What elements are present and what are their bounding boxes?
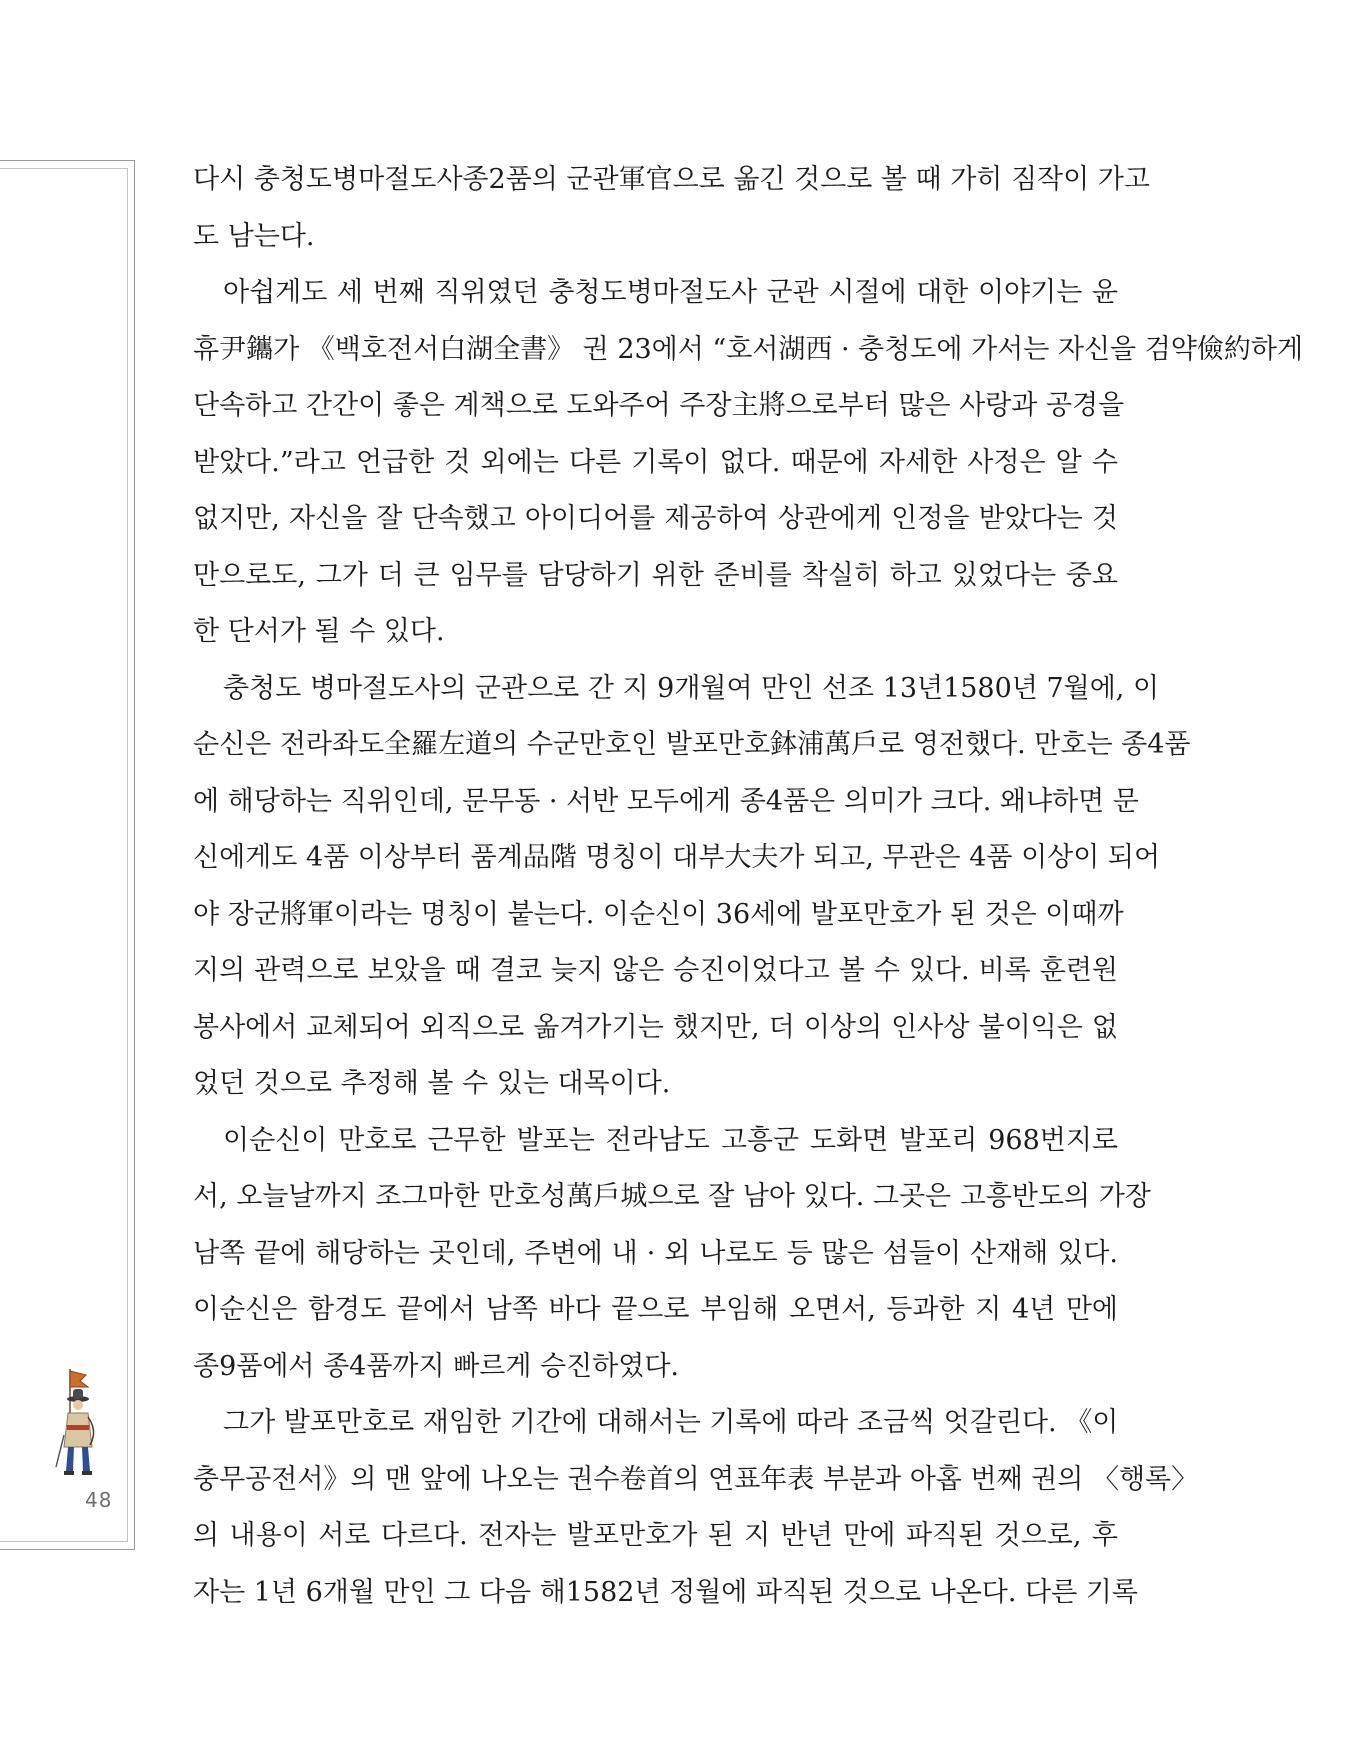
text-line: 자는 1년 6개월 만인 그 다음 해1582년 정월에 파직된 것으로 나온다. 다른 기록 bbox=[193, 1576, 1138, 1608]
text-line: 휴尹鑴가 《백호전서白湖全書》 권 23에서 “호서湖西 · 충청도에 가서는 자신을 검약儉約하게 bbox=[193, 333, 1304, 365]
text-line: 받았다.”라고 언급한 것 외에는 다른 기록이 없다. 때문에 자세한 사정은 알 수 bbox=[193, 446, 1118, 478]
paragraph bbox=[193, 1113, 1151, 1396]
text-line: 순신은 전라좌도全羅左道의 수군만호인 발포만호鉢浦萬戶로 영전했다. 만호는 종4품 bbox=[193, 729, 1191, 760]
text-line: 충청도 병마절도사의 군관으로 간 지 9개월여 만인 선조 13년1580년 7월에, 이 bbox=[223, 672, 1160, 704]
body-text bbox=[193, 152, 1304, 1621]
text-line: 에 해당하는 직위인데, 문무동 · 서반 모두에게 종4품은 의미가 크다. 왜냐하면 문 bbox=[193, 785, 1139, 817]
text-line: 이순신이 만호로 근무한 발포는 전라남도 고흥군 도화면 발포리 968번지로 bbox=[223, 1124, 1118, 1156]
text-line: 신에게도 4품 이상부터 품계品階 명칭이 대부大夫가 되고, 무관은 4품 이상이 되어 bbox=[193, 842, 1161, 873]
text-line: 한 단서가 될 수 있다. bbox=[193, 616, 445, 647]
paragraph bbox=[193, 265, 1304, 661]
text-line: 야 장군將軍이라는 명칭이 붙는다. 이순신이 36세에 발포만호가 된 것은 이때까 bbox=[193, 898, 1124, 930]
paragraph bbox=[193, 1395, 1199, 1621]
text-line: 그가 발포만호로 재임한 기간에 대해서는 기록에 따라 조금씩 엇갈린다. 《이 bbox=[223, 1407, 1119, 1438]
text-line: 지의 관력으로 보았을 때 결코 늦지 않은 승진이었다고 볼 수 있다. 비록 훈련원 bbox=[193, 955, 1118, 986]
text-line: 다시 충청도병마절도사종2품의 군관軍官으로 옮긴 것으로 볼 때 가히 짐작이 가고 bbox=[193, 164, 1150, 195]
paragraph bbox=[193, 661, 1191, 1113]
text-line: 이순신은 함경도 끝에서 남쪽 바다 끝으로 부임해 오면서, 등과한 지 4년 만에 bbox=[193, 1294, 1118, 1325]
text-line: 없지만, 자신을 잘 단속했고 아이디어를 제공하여 상관에게 인정을 받았다는 것 bbox=[193, 503, 1118, 534]
margin-frame-inner bbox=[0, 168, 128, 1542]
text-line: 었던 것으로 추정해 볼 수 있는 대목이다. bbox=[193, 1068, 671, 1099]
text-line: 종9품에서 종4품까지 빠르게 승진하였다. bbox=[193, 1350, 679, 1382]
text-line: 서, 오늘날까지 조그마한 만호성萬戶城으로 잘 남아 있다. 그곳은 고흥반도의 가장 bbox=[193, 1181, 1151, 1212]
text-line: 만으로도, 그가 더 큰 임무를 담당하기 위한 준비를 착실히 하고 있었다는 중요 bbox=[193, 559, 1118, 591]
text-line: 단속하고 간간이 좋은 계책으로 도와주어 주장主將으로부터 많은 사랑과 공경을 bbox=[193, 390, 1125, 421]
text-line: 남쪽 끝에 해당하는 곳인데, 주변에 내 · 외 나로도 등 많은 섬들이 산재해 있다. bbox=[193, 1237, 1118, 1269]
text-line: 봉사에서 교체되어 외직으로 옮겨가기는 했지만, 더 이상의 인사상 불이익은 없 bbox=[193, 1011, 1118, 1043]
text-line: 도 남는다. bbox=[193, 220, 315, 252]
page-number: 48 bbox=[85, 1488, 113, 1512]
joseon-soldier-illustration bbox=[52, 1365, 102, 1485]
text-line: 아쉽게도 세 번째 직위였던 충청도병마절도사 군관 시절에 대한 이야기는 윤 bbox=[223, 277, 1118, 308]
text-line: 의 내용이 서로 다르다. 전자는 발포만호가 된 지 반년 만에 파직된 것으로, 후 bbox=[193, 1520, 1118, 1551]
text-line: 충무공전서》의 맨 앞에 나오는 권수卷首의 연표年表 부분과 아홉 번째 권의 〈행록〉 bbox=[193, 1463, 1199, 1495]
paragraph bbox=[193, 152, 1150, 265]
